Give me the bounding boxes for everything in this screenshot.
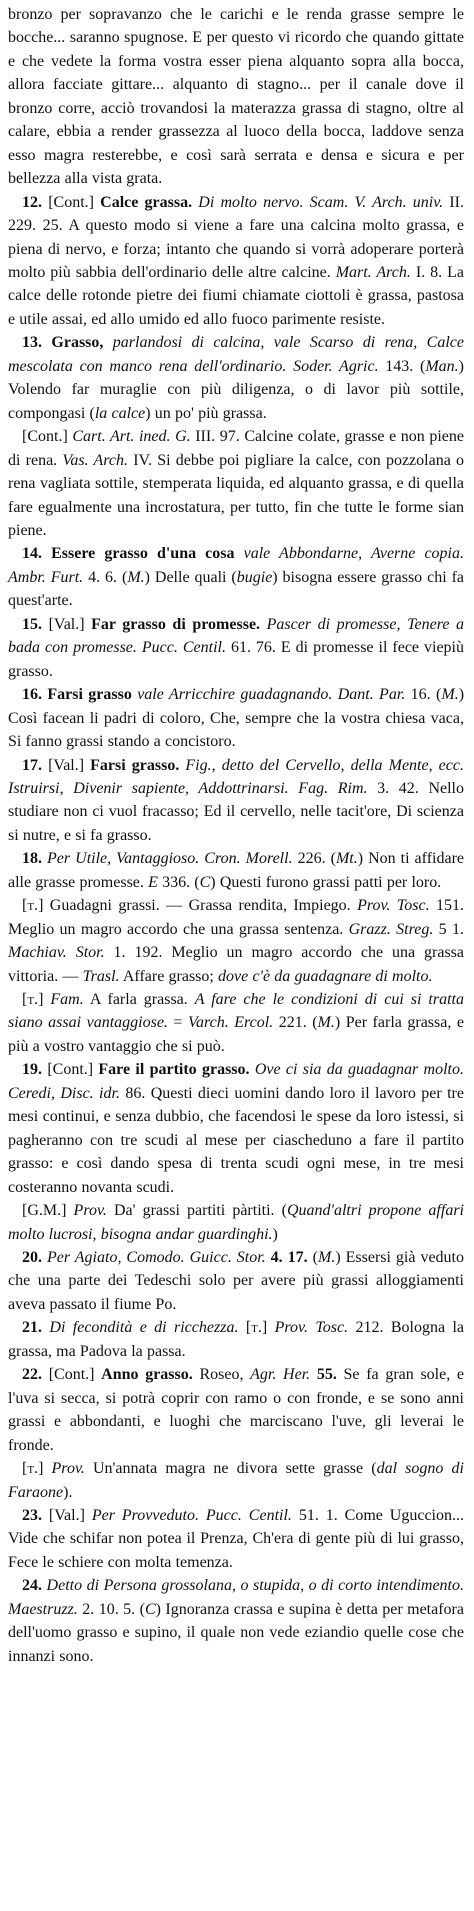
entry-text-segment: Agr. Her.: [250, 1366, 311, 1384]
entry-text-segment: ) Volendo far muraglie con più diligenza, o di lavor più sottile, compongasi (: [8, 357, 464, 422]
entry-text-segment: I. 8. La calce delle rotonde pietre dei fiumi chiamate ciottoli è grassa, pastosa e utile assai, ed allo umido ed allo fuoco parimente resiste.: [8, 263, 464, 328]
entry-text-segment: [: [22, 1460, 28, 1478]
entry-text-segment: Di molto nervo. Scam. V. Arch. univ.: [198, 193, 444, 211]
entry-text-segment: Da' grassi partiti pàrtiti. (: [106, 1202, 287, 1220]
entry-text-segment: 1. 192. Meglio un magro accordo che una grassa vittoria. —: [8, 944, 464, 985]
entry-text-segment: III. 97. Calcine colate, grasse e non piene di rena.: [8, 428, 464, 469]
entry-text-segment: ) Non ti affidare alle grasse promesse.: [8, 850, 465, 891]
entry-text-segment: 17.: [22, 756, 49, 774]
dictionary-column: [8, 3, 464, 1668]
entry-text-segment: la calce: [94, 404, 146, 422]
entry-text-segment: Quand'altri propone affari molto lucrosi, bisogna andar guardinghi.: [8, 1202, 464, 1243]
entry-text-segment: Ove ci sia da guadagnar molto. Ceredi, Disc. idr.: [8, 1061, 464, 1102]
entry-text-segment: A fare che le condizioni di cui si tratta siano assai vantaggiose.: [8, 991, 464, 1032]
entry-text-segment: ) un po' più grassa.: [145, 404, 267, 422]
entry-text-segment: Calce grassa.: [100, 193, 199, 211]
entry-text-segment: [Cont.]: [48, 1366, 102, 1384]
entry-text-segment: A farla grassa.: [83, 991, 195, 1009]
entry-e13b: [8, 425, 464, 542]
entry-text-segment: Anno grasso.: [101, 1366, 200, 1384]
entry-text-segment: 12.: [22, 193, 49, 211]
entry-text-segment: Far grasso di promesse.: [91, 615, 267, 633]
entry-text-segment: 13.: [22, 334, 52, 352]
entry-text-segment: 23.: [22, 1507, 49, 1524]
entry-text-segment: Per Utile, Vantaggioso. Cron. Morell.: [47, 850, 293, 868]
entry-text-segment: Roseo,: [199, 1366, 251, 1384]
entry-text-segment: E: [148, 873, 158, 891]
entry-text-segment: Varch. Ercol.: [187, 1014, 274, 1032]
entry-text-segment: ) Questi furono grassi patti per loro.: [210, 873, 442, 891]
entry-text-segment: 143. (: [378, 357, 426, 375]
entry-text-segment: ) Così facean li padri di coloro, Che, sempre che la vostra chiesa vaca, Si fanno grassi stando a concistoro.: [8, 686, 465, 751]
entry-text-segment: ]: [38, 991, 51, 1009]
entry-text-segment: Prov. Tosc.: [274, 1319, 349, 1337]
entry-text-segment: 61. 76. E di promesse il fece viepiù grasso.: [8, 639, 464, 680]
entry-text-segment: Grasso,: [51, 334, 113, 352]
entry-text-segment: 226. (: [292, 850, 336, 868]
entry-text-segment: Farsi grasso.: [90, 756, 186, 774]
entry-text-segment: C: [144, 1600, 156, 1618]
entry-e12: [8, 191, 464, 332]
entry-text-segment: Mt.: [335, 850, 358, 868]
entry-text-segment: ]: [38, 1460, 52, 1478]
entry-text-segment: 21.: [22, 1319, 50, 1337]
entry-text-segment: 336. (: [157, 873, 200, 891]
entry-text-segment: M.: [317, 1014, 335, 1032]
entry-text-segment: Detto di Persona grossolana, o stupida, o di corto intendimento. Maestruzz.: [8, 1577, 464, 1618]
entry-e18b: [8, 894, 464, 988]
entry-e22: [8, 1363, 464, 1457]
entry-text-segment: Pascer di promesse, Tenere a bada con promesse. Pucc. Centil.: [8, 615, 465, 657]
entry-text-segment: =: [167, 1014, 188, 1032]
entry-text-segment: II. 229. 25. A questo modo si viene a fare una calcina molto grassa, e piena di nervo, e forza; intanto che quando si vorrà adoperare porterà molto più sabbia dell'ordinario delle altre calcine.: [8, 193, 464, 281]
entry-text-segment: 3. 42. Nello studiare non ci vuol fracasso; Ed il cervello, nelle tacit'ore, Di scienza si nutre, e si fa grasso.: [8, 779, 464, 844]
entry-text-segment: ).: [63, 1483, 73, 1501]
entry-text-segment: 221. (: [273, 1014, 318, 1032]
entry-text-segment: [Cont.]: [48, 193, 101, 211]
entry-text-segment: Prov.: [73, 1202, 107, 1220]
entry-e16: [8, 683, 464, 753]
entry-text-segment: [: [238, 1319, 252, 1337]
entry-text-segment: Fig., detto del Cervello, della Mente, ecc. Istruirsi, Divenir sapiente, Addottrinarsi. Fag. Rim.: [8, 756, 464, 797]
entry-e19b: [8, 1199, 464, 1246]
entry-text-segment: vale Arricchire guadagnando. Dant. Par.: [137, 686, 406, 704]
entry-e24: [8, 1574, 464, 1668]
entry-text-segment: 16.: [22, 686, 48, 704]
entry-e18: [8, 847, 464, 894]
entry-text-segment: (: [307, 1249, 318, 1267]
entry-e23: [8, 1504, 464, 1574]
entry-text-segment: parlandosi di calcina, vale Scarso di rena, Calce mescolata con manco rena dell'ordinario. Soder. Agric.: [8, 334, 465, 375]
entry-text-segment: vale Abbondarne, Averne copia. Ambr. Furt.: [8, 545, 465, 586]
entry-text-segment: ) Ignoranza crassa e supina è detta per metafora dell'uomo grasso e supino, il quale non vede eziandio quelle cose che innanzi sono.: [8, 1600, 464, 1665]
entry-e19: [8, 1058, 464, 1199]
entry-text-segment: Trasl.: [82, 967, 120, 985]
entry-text-segment: ) Per farla grassa, e più a vostro vantaggio che si può.: [8, 1014, 464, 1055]
entry-text-segment: dove c'è da guadagnare di molto.: [218, 967, 433, 985]
entry-text-segment: [: [22, 991, 28, 1009]
entry-text-segment: t.: [27, 991, 39, 1009]
entry-text-segment: 14.: [22, 545, 52, 563]
entry-text-segment: Vas. Arch.: [62, 451, 129, 469]
entry-text-segment: ) Delle quali (: [144, 568, 237, 586]
entry-text-segment: Un'annata magra ne divora sette grasse (: [84, 1460, 377, 1478]
entry-e20: [8, 1246, 464, 1316]
entry-text-segment: 18.: [22, 850, 48, 868]
entry-text-segment: [Val.]: [48, 756, 91, 774]
entry-e15: [8, 613, 464, 683]
entry-text-segment: bronzo per sopravanzo che le carichi e le renda grasse sempre le bocche... saranno spugnose. E per questo vi ricordo che quando gittate e che vedete la forma vostra esser piena alquanto sopra alla bocca, allora facciate gittare... alquanto di stagno... per il canale dove il bronzo corre, acciò trovandosi la materazza grassa di stagno, oltre al calare, ebbia a render grassezza al luoco della bocca, laddove senza esso magra resterebbe, e così sarà serrata e densa e sicura e per bellezza alla vista grata.: [8, 6, 464, 188]
entry-text-segment: 19.: [22, 1061, 48, 1079]
entry-text-segment: IV. Si debbe poi pigliare la calce, con pozzolana o rena vagliata sottile, stemperata liquida, ed alquanto grassa, e di quella fare egualmente una incrostatura, per tutto, fin che tutte le forme sian piene.: [8, 451, 464, 539]
entry-text-segment: M.: [441, 686, 459, 704]
entry-text-segment: Fam.: [50, 991, 84, 1009]
entry-text-segment: M.: [127, 568, 145, 586]
entry-text-segment: [Cont.]: [22, 428, 73, 446]
entry-text-segment: ): [272, 1225, 278, 1243]
entry-text-segment: 2. 10. 5. (: [77, 1600, 145, 1618]
entry-text-segment: Essere grasso d'una cosa: [51, 545, 244, 563]
entry-text-segment: t.: [27, 1460, 39, 1478]
entry-text-segment: t.: [251, 1319, 262, 1337]
entry-text-segment: Man.: [425, 357, 459, 375]
entry-text-segment: 151. Meglio un magro accordo che una grassa sentenza.: [8, 897, 465, 938]
entry-text-segment: Affare grasso;: [119, 967, 219, 985]
entry-text-segment: Prov. Tosc.: [357, 897, 430, 915]
entry-text-segment: Prov.: [51, 1460, 85, 1478]
entry-e18c: [8, 988, 464, 1058]
entry-text-segment: Per Provveduto. Pucc. Centil.: [91, 1507, 292, 1524]
entry-text-segment: [: [22, 897, 28, 915]
entry-text-segment: 55.: [310, 1366, 337, 1384]
entry-text-segment: 15.: [22, 615, 49, 633]
entry-text-segment: t.: [27, 897, 39, 915]
entry-text-segment: 20.: [22, 1249, 47, 1267]
entry-text-segment: [G.M.]: [22, 1202, 74, 1220]
entry-text-segment: 24.: [22, 1577, 47, 1595]
entry-text-segment: dal sogno di Faraone: [8, 1460, 464, 1501]
entry-text-segment: Mart. Arch.: [335, 263, 411, 281]
entry-text-segment: 212. Bologna la grassa, ma Padova la passa.: [8, 1319, 465, 1360]
entry-e13: [8, 331, 464, 425]
entry-text-segment: 5 1.: [433, 920, 464, 938]
entry-text-segment: ] Guadagni grassi. — Grassa rendita, Impiego.: [38, 897, 358, 915]
entry-text-segment: M.: [317, 1249, 336, 1267]
entry-text-segment: 22.: [22, 1366, 49, 1384]
entry-e21: [8, 1316, 464, 1363]
entry-e17: [8, 754, 464, 848]
entry-text-segment: ]: [261, 1319, 275, 1337]
entry-text-segment: ) Essersi già veduto che una parte dei Tedeschi solo per avere più grassi alloggiamenti aveva passato il fiume Po.: [8, 1249, 464, 1313]
entry-text-segment: [Val.]: [48, 1507, 92, 1524]
entry-text-segment: Se fa gran sole, e l'uva si secca, si potrà coprir con ramo o con fronde, e se sono anni grassi e abbondanti, e luoghi che marciscano l'uve, gli leverai le fronde.: [8, 1366, 464, 1454]
entry-text-segment: 4. 6. (: [83, 568, 128, 586]
entry-text-segment: Grazz. Streg.: [348, 920, 434, 938]
entry-text-segment: 4. 17.: [265, 1249, 308, 1267]
entry-text-segment: Cart. Art. ined. G.: [72, 428, 191, 446]
entry-text-segment: bugie: [236, 568, 273, 586]
entry-text-segment: 16. (: [405, 686, 442, 704]
entry-text-segment: ) bisogna essere grasso chi fa quest'arte.: [8, 568, 465, 610]
entry-text-segment: Farsi grasso: [47, 686, 138, 704]
entry-text-segment: Machiav. Stor.: [8, 944, 105, 962]
entry-cont: [8, 3, 464, 191]
entry-text-segment: Fare il partito grasso.: [98, 1061, 255, 1079]
entry-text-segment: [Val.]: [48, 615, 92, 633]
entry-e14: [8, 542, 464, 612]
entry-e22b: [8, 1457, 464, 1504]
entry-text-segment: [Cont.]: [47, 1061, 99, 1079]
entry-text-segment: C: [199, 873, 211, 891]
entry-text-segment: 86. Questi dieci uomini dando loro il lavoro per tre mesi continui, e senza dubbio, che facendosi le spese da loro istessi, si pagheranno con tre scudi al mese per ciascheduno a fare il partito grasso: e così dando spesa di trenta scudi ogni mese, in tre mesi costeranno novanta scudi.: [8, 1084, 464, 1196]
entry-text-segment: Di fecondità e di ricchezza.: [49, 1319, 239, 1337]
entry-text-segment: Per Agiato, Comodo. Guicc. Stor.: [46, 1249, 266, 1267]
entry-text-segment: 51. 1. Come Uguccion... Vide che schifar non potea il Prenza, Ch'era di gente più di lui grasso, Fece le schiere con molta temenza.: [8, 1507, 464, 1571]
